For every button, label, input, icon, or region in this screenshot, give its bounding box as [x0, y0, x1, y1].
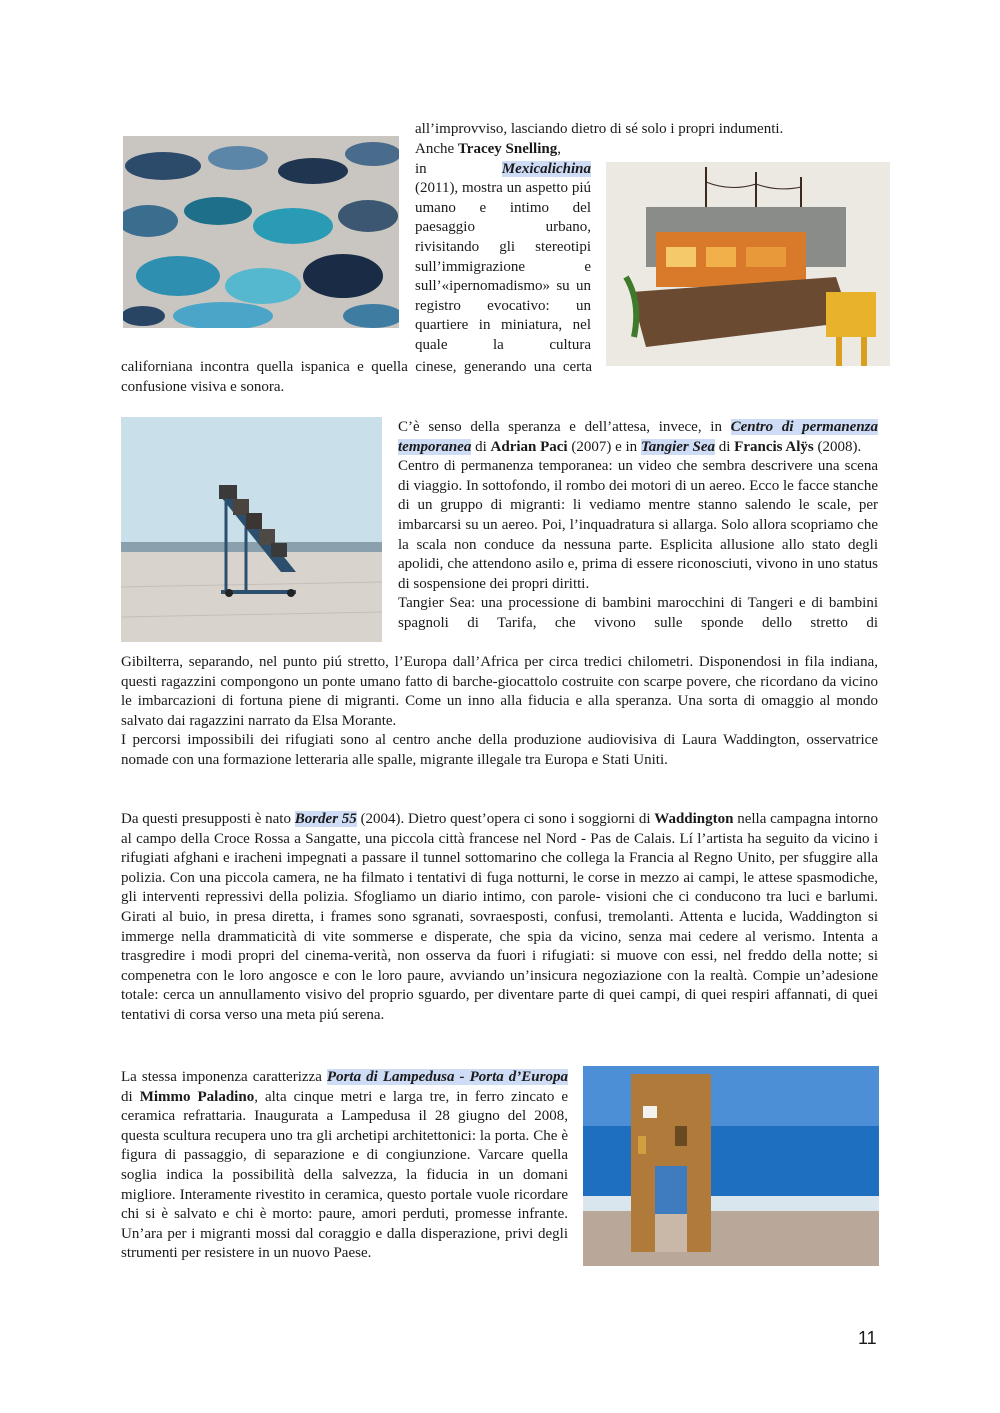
section2-full: Gibilterra, separando, nel punto piú stretto, l’Europa dall’Africa per circa tredici chilometri. Disponendosi in fila indiana, questi ragazzini compongono un ponte umano fatto di barche-giocattolo costruite con scarpe povere, che ricordano da vicino le imbarcazioni di fortuna piene di migranti. Come un inno alla fiducia e alla speranza. Una sorta di omaggio al mondo salvato dai ragazzini narrato da Elsa Morante. I percorsi impossibili dei rifugiati sono al centro anche della produzione audiovisiva di Laura Waddington, osservatrice nomade con una formazione letteraria alle spalle, migrante illegale tra Europa e Stati Uniti. [121, 654, 878, 768]
clothes-photo [123, 136, 399, 328]
section3: Da questi presupposti è nato Border 55 (2004). Dietro quest’opera ci sono i soggiorni di Waddington nella campagna intorno al campo della Croce Rossa a Sangatte, una piccola città francese nel Nord - Pas de Calais. Lí l’artista ha seguito da vicino i rifugiati afghani e iracheni impegnati a passare il tunnel sottomarino che collega la Francia al Regno Unito, per sfuggire alla polizia. Con una piccola camera, ne ha filmato i tentativi di fuga notturni, le corse in mezzo ai campi, le attese spasmodiche, gli interventi repressivi della polizia. Sfogliamo un diario intimo, con parole- visioni che ci conducono tra luci e barlumi. Girati al buio, in presa diretta, i frames sono sgranati, sovraesposti, confusi, tremolanti. Attenta e lucida, Waddington si immerge nella drammaticità di vite sommerse e disperate, che spia da vicino, senza mai cedere al verismo. Intenta a trasgredire i modi propri del cinema-verità, non osserva da fuori i rifugiati: si muove con essi, nel freddo della notte; si compenetra con le loro angosce e con le loro paure, avviando un’insicura negoziazione con la realtà. Compie un’adesione totale: cerca un annullamento visivo del proprio sguardo, per diventare parte di quei campi, di quei respiri affannati, di quei tentativi di corsa verso una meta piú serena. [121, 811, 879, 1023]
section1-top-line: all’improvviso, lasciando dietro di sé solo i propri indumenti. [415, 121, 784, 137]
mexicalichina-photo [606, 162, 890, 366]
porta-lampedusa-photo [583, 1066, 879, 1266]
section1-column: Anche Tracey Snelling, in Mexicalichina (2011), mostra un aspetto piú umano e intimo del paesaggio urbano, rivisitando gli stereotipi sull’immigrazione e sull’«ipernomadismo» su un registro evocativo: un quartiere in miniatura, nel quale la cultura [415, 141, 591, 353]
airport-stairs-photo [121, 417, 382, 642]
artist-mimmo-paladino: Mimmo Paladino [139, 1088, 255, 1105]
section1-full: californiana incontra quella ispanica e quella cinese, generando una certa confusione visiva e sonora. [121, 359, 592, 395]
tangier-description: Tangier Sea: una processione di bambini marocchini di Tangeri e di bambini spagnoli di Tarifa, che vivono sulle sponde dello stretto di [398, 595, 878, 631]
work-mexicalichina: Mexicalichina [501, 160, 591, 177]
section2-column: C’è senso della speranza e dell’attesa, invece, in Centro di permanenza temporanea di Adrian Paci (2007) e in Tangier Sea di Francis Alÿs (2008). Centro di permanenza temporanea: un video che sembra descrivere una scena di viaggio. In sottofondo, il rombo dei motori di un aereo. Ecco le facce stanche di un gruppo di migranti: li vediamo mentre stanno salendo le scale, per imbarcarsi su un aereo. Poi, l’inquadratura si allarga. Solo allora scopriamo che la scala non conduce da nessuna parte. Esplicita allusione allo stato degli apolidi, che attendono asilo e, prima di essere riconosciuti, vivono in uno status di sospensione dei propri diritti. Tangier Sea: una processione di bambini marocchini di Tangeri e di bambini spagnoli di Tarifa, che vivono sulle sponde dello stretto di [398, 418, 878, 634]
page-number: 11 [858, 1328, 877, 1348]
work-border-55: Border 55 [294, 811, 357, 827]
work-tangier-sea: Tangier Sea [640, 438, 715, 455]
artist-waddington: Waddington [654, 811, 734, 827]
artist-francis-alys: Francis Alÿs [734, 438, 814, 455]
centro-description: Centro di permanenza temporanea: un video che sembra descrivere una scena di viaggio. In sottofondo, il rombo dei motori di un aereo. Ecco le facce stanche di un gruppo di migranti: li vediamo mentre stanno salendo le scale, per imbarcarsi su un aereo. Poi, l’inquadratura si allarga. Solo allora scopriamo che la scala non conduce da nessuna parte. Esplicita allusione allo stato degli apolidi, che attendono asilo e, prima di essere riconosciuti, vivono in uno status di sospensione dei propri diritti. [398, 458, 878, 592]
section4: La stessa imponenza caratterizza Porta di Lampedusa - Porta d’Europa di Mimmo Paladino, alta cinque metri e larga tre, in ferro zincato e ceramica refrattaria. Inaugurata a Lampedusa il 28 giugno del 2008, questa scultura recupera uno tra gli archetipi architettonici: la porta. Che è figura di passaggio, di separazione e di congiunzione. Varcare quella soglia indica la possibilità della salvezza, la fiducia in un domani migliore. Interamente rivestito in ceramica, questo portale vuole ricordare chi si è salvato e chi è morto: paure, amori perduti, promesse infrante. Un’ara per i migranti mossi dal coraggio e dalla disperazione, privi degli strumenti per resistere in un nuovo Paese. [121, 1069, 569, 1262]
artist-tracey-snelling: Tracey Snelling [457, 141, 558, 157]
work-porta-di-lampedusa: Porta di Lampedusa - Porta d’Europa [326, 1069, 568, 1085]
artist-adrian-paci: Adrian Paci [490, 438, 568, 455]
work-centro-di-permanenza: Centro di permanenza temporanea [398, 419, 879, 455]
